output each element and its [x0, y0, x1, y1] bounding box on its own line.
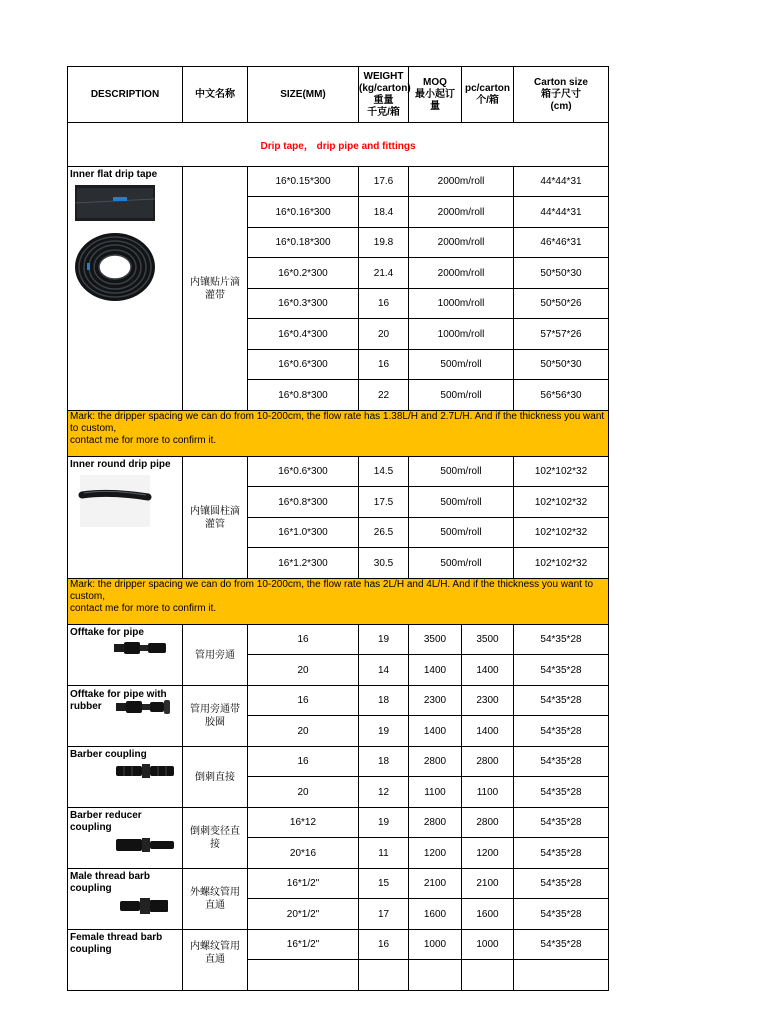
table-row: [68, 869, 609, 899]
pcs-cell: 1400: [462, 716, 514, 747]
weight-cell: 18: [359, 747, 409, 777]
offtake-fitting-photo: [114, 640, 168, 656]
weight-cell: 17: [359, 899, 409, 930]
weight-cell: 20: [359, 319, 409, 350]
fitting-description-cell: [68, 747, 183, 808]
size-cell: 20*1/2": [248, 899, 359, 930]
size-cell: 16*0.6*300: [248, 457, 359, 487]
pcs-cell: 1200: [462, 838, 514, 869]
size-cell: 16*1/2": [248, 930, 359, 960]
moq-cell: 500m/roll: [409, 487, 514, 518]
carton-cell: 54*35*28: [514, 625, 609, 655]
pcs-cell: 2800: [462, 747, 514, 777]
round-pipe-mark-row: [68, 579, 609, 625]
pcs-cell: 1000: [462, 930, 514, 960]
size-cell: 20: [248, 777, 359, 808]
drip-tape-photo: [73, 185, 157, 303]
pcs-cell: 2100: [462, 869, 514, 899]
carton-cell: 57*57*26: [514, 319, 609, 350]
fitting-description-cell: [68, 686, 183, 747]
size-cell: 16*0.8*300: [248, 380, 359, 411]
moq-cell: 1000m/roll: [409, 319, 514, 350]
moq-cell: 1200: [409, 838, 462, 869]
weight-cell: 17.6: [359, 167, 409, 197]
weight-cell: 21.4: [359, 258, 409, 289]
fitting-label: Female thread barb coupling: [70, 932, 163, 955]
header-size: SIZE(MM): [248, 67, 359, 123]
header-pc-carton: pc/carton 个/箱: [462, 67, 514, 123]
moq-cell: 2300: [409, 686, 462, 716]
male-thread-coupling-photo: [120, 897, 170, 915]
fitting-label: Male thread barb coupling: [70, 871, 151, 894]
fitting-label: Barber coupling: [70, 749, 147, 760]
moq-cell: 1400: [409, 716, 462, 747]
fitting-chinese: 外螺纹管用 直通: [183, 869, 248, 930]
moq-cell: 1100: [409, 777, 462, 808]
carton-cell: 102*102*32: [514, 487, 609, 518]
moq-cell: 2800: [409, 808, 462, 838]
moq-cell: 500m/roll: [409, 548, 514, 579]
weight-cell: 18.4: [359, 197, 409, 228]
carton-cell: 56*56*30: [514, 380, 609, 411]
weight-cell: 22: [359, 380, 409, 411]
weight-cell: 17.5: [359, 487, 409, 518]
fitting-chinese: 管用旁通: [183, 625, 248, 686]
header-weight: WEIGHT (kg/carton) 重量 千克/箱: [359, 67, 409, 123]
carton-cell: 54*35*28: [514, 869, 609, 899]
size-cell: 16*0.8*300: [248, 487, 359, 518]
size-cell: 16*0.18*300: [248, 228, 359, 258]
table-row: [68, 808, 609, 838]
moq-cell: 500m/roll: [409, 350, 514, 380]
weight-cell: 16: [359, 930, 409, 960]
weight-cell: 19.8: [359, 228, 409, 258]
weight-cell: 11: [359, 838, 409, 869]
fitting-chinese: 内螺纹管用 直通: [183, 930, 248, 991]
moq-cell: 1000: [409, 930, 462, 960]
header-chinese-name: 中文名称: [183, 67, 248, 123]
weight-cell: 19: [359, 716, 409, 747]
size-cell: 16: [248, 625, 359, 655]
table-row: [68, 167, 609, 197]
size-cell: 16*1.2*300: [248, 548, 359, 579]
moq-cell: 500m/roll: [409, 380, 514, 411]
round-pipe-chinese: 内镶圆柱滴 灌管: [183, 457, 248, 579]
moq-cell: 500m/roll: [409, 457, 514, 487]
weight-cell: 16: [359, 350, 409, 380]
size-cell: 20: [248, 716, 359, 747]
offtake-rubber-fitting-photo: [116, 699, 172, 715]
size-cell: 16*0.15*300: [248, 167, 359, 197]
header-moq: MOQ 最小起订 量: [409, 67, 462, 123]
size-cell: 16*1.0*300: [248, 518, 359, 548]
fitting-description-cell: [68, 625, 183, 686]
size-cell: 16*12: [248, 808, 359, 838]
weight-cell: 14: [359, 655, 409, 686]
carton-cell: 54*35*28: [514, 838, 609, 869]
carton-cell: 50*50*26: [514, 289, 609, 319]
fitting-label: Offtake for pipe: [70, 627, 144, 638]
moq-cell: 2000m/roll: [409, 258, 514, 289]
round-pipe-label: Inner round drip pipe: [70, 459, 171, 470]
carton-cell: 50*50*30: [514, 258, 609, 289]
carton-cell: 102*102*32: [514, 457, 609, 487]
flat-tape-description-cell: [68, 167, 183, 411]
moq-cell: 1000m/roll: [409, 289, 514, 319]
table-row: [68, 686, 609, 716]
header-description: DESCRIPTION: [68, 67, 183, 123]
carton-cell: 102*102*32: [514, 518, 609, 548]
carton-cell: 54*35*28: [514, 777, 609, 808]
moq-cell: 2000m/roll: [409, 197, 514, 228]
table-row: [68, 747, 609, 777]
section-title: Drip tape， drip pipe and fittings: [68, 123, 609, 167]
carton-cell: 54*35*28: [514, 808, 609, 838]
moq-cell: 2800: [409, 747, 462, 777]
price-sheet: [67, 66, 608, 965]
weight-cell: 19: [359, 625, 409, 655]
flat-tape-mark-row: [68, 411, 609, 457]
table-row: [68, 930, 609, 960]
section-row: [68, 123, 609, 167]
moq-cell: 3500: [409, 625, 462, 655]
weight-cell: 26.5: [359, 518, 409, 548]
table-row: [68, 457, 609, 487]
fitting-description-cell: [68, 869, 183, 930]
flat-tape-mark-note: Mark: the dripper spacing we can do from 10-200cm, the flow rate has 1.38L/H and 2.7L/H. And if the thickness you want to custom, contact me for more to confirm it.: [68, 411, 609, 457]
reducer-coupling-photo: [116, 836, 176, 854]
carton-cell: 54*35*28: [514, 716, 609, 747]
size-cell: 16*0.4*300: [248, 319, 359, 350]
fitting-label: Offtake for pipe with rubber: [70, 689, 167, 712]
moq-cell: 2100: [409, 869, 462, 899]
weight-cell: 14.5: [359, 457, 409, 487]
weight-cell: 30.5: [359, 548, 409, 579]
carton-cell: 50*50*30: [514, 350, 609, 380]
size-cell: 16: [248, 747, 359, 777]
carton-cell: 44*44*31: [514, 197, 609, 228]
fitting-chinese: 倒刺变径直 接: [183, 808, 248, 869]
moq-cell: 500m/roll: [409, 518, 514, 548]
pcs-cell: 1100: [462, 777, 514, 808]
weight-cell: 18: [359, 686, 409, 716]
pcs-cell: 1400: [462, 655, 514, 686]
carton-cell: 102*102*32: [514, 548, 609, 579]
pcs-cell: 2300: [462, 686, 514, 716]
weight-cell: 19: [359, 808, 409, 838]
fitting-chinese: 管用旁通带 胶圈: [183, 686, 248, 747]
header-carton-size: Carton size 箱子尺寸 (cm): [514, 67, 609, 123]
carton-cell: 54*35*28: [514, 747, 609, 777]
size-cell: 16*0.3*300: [248, 289, 359, 319]
size-cell: 20*16: [248, 838, 359, 869]
round-pipe-description-cell: [68, 457, 183, 579]
moq-cell: 1600: [409, 899, 462, 930]
moq-cell: 1400: [409, 655, 462, 686]
flat-tape-label: Inner flat drip tape: [70, 169, 158, 180]
fitting-label: Barber reducer coupling: [70, 810, 142, 833]
flat-tape-chinese: 内镶贴片滴 灌带: [183, 167, 248, 411]
weight-cell: 12: [359, 777, 409, 808]
size-cell: 16*0.16*300: [248, 197, 359, 228]
size-cell: 20: [248, 655, 359, 686]
fitting-chinese: 倒刺直接: [183, 747, 248, 808]
moq-cell: 2000m/roll: [409, 228, 514, 258]
size-cell: 16*0.2*300: [248, 258, 359, 289]
drip-pipe-photo: [80, 475, 150, 527]
fitting-description-cell: [68, 930, 183, 991]
weight-cell: 16: [359, 289, 409, 319]
carton-cell: 46*46*31: [514, 228, 609, 258]
size-cell: 16: [248, 686, 359, 716]
barb-coupling-photo: [116, 762, 176, 780]
pcs-cell: 3500: [462, 625, 514, 655]
moq-cell: 2000m/roll: [409, 167, 514, 197]
carton-cell: 44*44*31: [514, 167, 609, 197]
size-cell: 16*0.6*300: [248, 350, 359, 380]
carton-cell: 54*35*28: [514, 930, 609, 960]
size-cell: 16*1/2": [248, 869, 359, 899]
fitting-description-cell: [68, 808, 183, 869]
header-row: [68, 67, 609, 123]
weight-cell: 15: [359, 869, 409, 899]
table-row: [68, 625, 609, 655]
carton-cell: 54*35*28: [514, 899, 609, 930]
carton-cell: 54*35*28: [514, 686, 609, 716]
round-pipe-mark-note: Mark: the dripper spacing we can do from 10-200cm, the flow rate has 2L/H and 4L/H. And if the thickness you want to custom, contact me for more to confirm it.: [68, 579, 609, 625]
pcs-cell: 1600: [462, 899, 514, 930]
carton-cell: 54*35*28: [514, 655, 609, 686]
pcs-cell: 2800: [462, 808, 514, 838]
product-table: [67, 66, 609, 991]
